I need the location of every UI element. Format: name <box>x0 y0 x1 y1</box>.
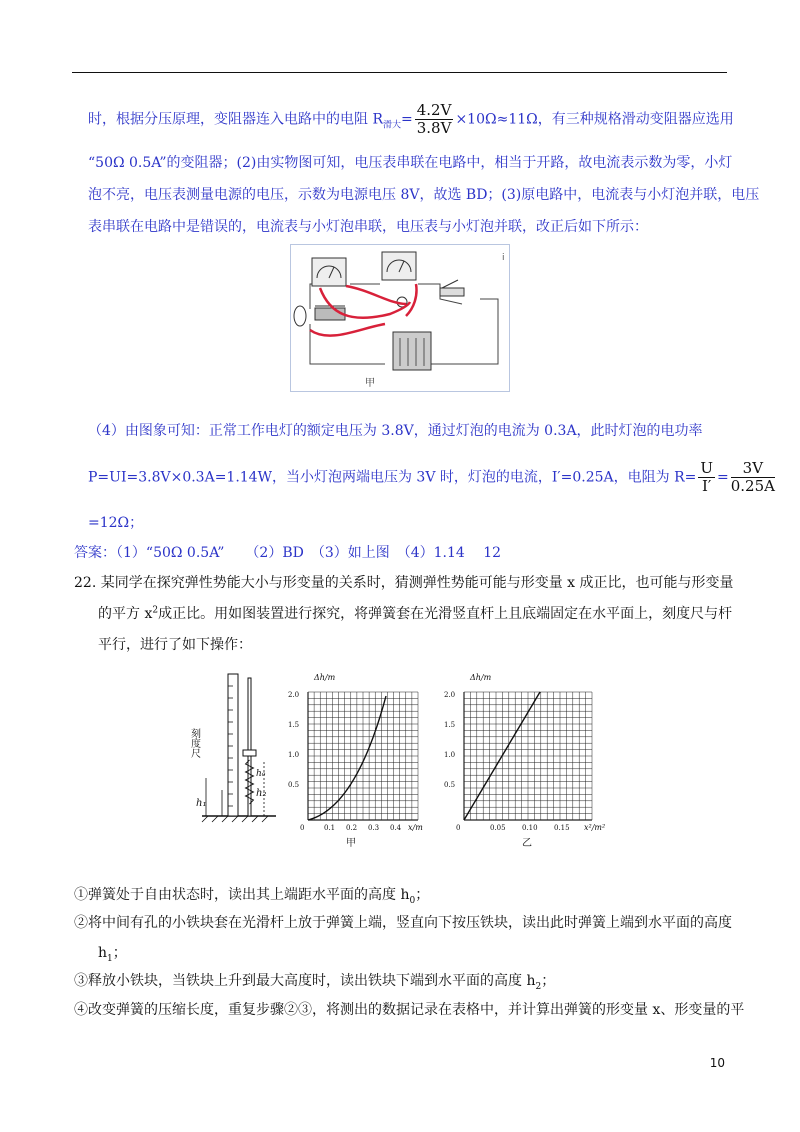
graph-grid <box>308 692 418 820</box>
step-text: ③释放小铁块，当铁块上升到最大高度时，读出铁块下端到水平面的高度 h <box>74 973 536 989</box>
fraction-voltage <box>415 102 454 137</box>
question-line-2 <box>98 603 732 623</box>
solution-line-1 <box>88 102 734 137</box>
graph-caption: 甲 <box>346 838 356 849</box>
x-tick: 0.15 <box>554 824 570 832</box>
subscript: 滑大 <box>383 120 402 131</box>
step-2: ②将中间有孔的小铁块套在光滑杆上放于弹簧上端，竖直向下按压铁块，读出此时弹簧上端到水平面的高度 <box>74 915 732 931</box>
switch-icon <box>440 288 464 296</box>
x-tick: 0.4 <box>390 824 402 832</box>
spring-apparatus-diagram <box>188 668 280 838</box>
h1-label: h₁ <box>196 798 207 809</box>
x-tick: 0 <box>456 824 461 832</box>
superscript: 2 <box>152 605 159 616</box>
fraction-numerator: U <box>700 459 713 477</box>
y-tick: 0.5 <box>288 781 300 789</box>
question-text: 成正比。用如图装置进行探究，将弹簧套在光滑竖直杆上且底端固定在水平面上，刻度尺与杆 <box>158 606 733 622</box>
question-line-1: 22. 某同学在探究弹性势能大小与形变量的关系时，猜测弹性势能可能与形变量 x 成正比，也可能与形变量 <box>74 575 734 591</box>
ruler-label: 刻度尺 <box>188 728 200 758</box>
h0-label: h₀ <box>256 769 266 779</box>
h2-label: h₂ <box>256 788 267 799</box>
y-tick: 2.0 <box>288 691 300 699</box>
equals-sign: = <box>401 111 413 128</box>
step-text: ； <box>415 887 430 903</box>
rod-icon <box>248 678 251 816</box>
solution-line-3: 泡不亮，电压表测量电源的电压，示数为电源电压 8V，故选 BD；(3)原电路中，电流表与小灯泡并联，电压 <box>88 187 760 203</box>
fraction-numerator: 4.2V <box>416 101 452 119</box>
x-axis-label: x²/m² <box>584 823 606 832</box>
fraction-denominator: I′ <box>702 477 712 495</box>
solution-text: P=UI=3.8V×0.3A=1.14W，当小灯泡两端电压为 3V 时，灯泡的电流，I′=0.25A，电阻为 R= <box>88 469 697 486</box>
solution-line-2: “50Ω 0.5A”的变阻器；(2)由实物图可知，电压表串联在电路中，相当于开路，故电流表示数为零，小灯 <box>88 155 733 171</box>
circuit-diagram <box>290 244 510 392</box>
fraction-denominator: 0.25A <box>730 477 775 495</box>
solution-line-4: 表串联在电路中是错误的，电流表与小灯泡串联，电压表与小灯泡并联，改正后如下所示： <box>88 219 648 235</box>
solution-line-7: =12Ω； <box>88 515 144 531</box>
step-text: h <box>98 945 108 961</box>
ammeter-icon <box>312 258 346 286</box>
y-tick: 1.5 <box>288 721 300 729</box>
x-tick: 0.1 <box>324 824 336 832</box>
y-axis-label: Δh/m <box>314 673 336 682</box>
step-text: ； <box>541 973 556 989</box>
x-tick: 0 <box>300 824 305 832</box>
fraction-denominator: 3.8V <box>416 119 452 137</box>
subscript: 2 <box>535 981 542 992</box>
step-text: ①弹簧处于自由状态时，读出其上端距水平面的高度 h <box>74 887 410 903</box>
data-curve <box>308 696 386 820</box>
graph-yi <box>442 668 612 850</box>
page-number: 10 <box>709 1056 725 1070</box>
step-4: ④改变弹簧的压缩长度，重复步骤②③，将测出的数据记录在表格中，并计算出弹簧的形变量 x、形变量的平 <box>74 1002 745 1018</box>
subscript: 1 <box>107 953 113 964</box>
subscript: 0 <box>409 895 416 906</box>
answer-line: 答案：（1）“50Ω 0.5A” （2）BD （3）如上图 （4）1.14 12 <box>74 545 502 561</box>
ruler-icon <box>228 674 238 816</box>
y-tick: 1.0 <box>288 751 300 759</box>
y-tick: 1.0 <box>444 751 456 759</box>
header-rule <box>72 72 727 73</box>
iron-block-icon <box>243 750 256 756</box>
battery-icon <box>393 332 431 370</box>
voltmeter-icon <box>382 252 416 280</box>
equals-sign: = <box>717 469 729 486</box>
figure-corner-mark: i <box>502 253 505 263</box>
fraction-numerator: 3V <box>731 460 775 478</box>
step-2-continued <box>98 942 127 964</box>
y-axis-label: Δh/m <box>470 673 492 682</box>
x-tick: 0.2 <box>346 824 358 832</box>
question-text: 的平方 x <box>98 606 153 622</box>
y-tick: 2.0 <box>444 691 456 699</box>
graph-jia <box>286 668 432 850</box>
fraction-ui <box>698 460 715 495</box>
x-tick: 0.05 <box>490 824 506 832</box>
solution-line-6 <box>88 460 777 495</box>
x-tick: 0.10 <box>522 824 538 832</box>
solution-text: 时，根据分压原理，变阻器连入电路中的电阻 R <box>88 111 383 128</box>
solution-text: ×10Ω≈11Ω，有三种规格滑动变阻器应选用 <box>455 111 734 128</box>
graph-caption: 乙 <box>522 838 532 849</box>
y-tick: 1.5 <box>444 721 456 729</box>
step-text: ； <box>112 945 127 961</box>
solution-line-5: （4）由图象可知：正常工作电灯的额定电压为 3.8V，通过灯泡的电流为 0.3A，此时灯泡的电功率 <box>88 423 703 439</box>
step-3 <box>74 970 555 992</box>
step-1 <box>74 884 429 906</box>
figure-caption: 甲 <box>365 378 375 389</box>
fraction-value <box>731 460 775 495</box>
y-tick: 0.5 <box>444 781 456 789</box>
x-tick: 0.3 <box>368 824 380 832</box>
x-axis-label: x/m <box>408 823 423 832</box>
question-line-3: 平行，进行了如下操作： <box>98 637 252 653</box>
